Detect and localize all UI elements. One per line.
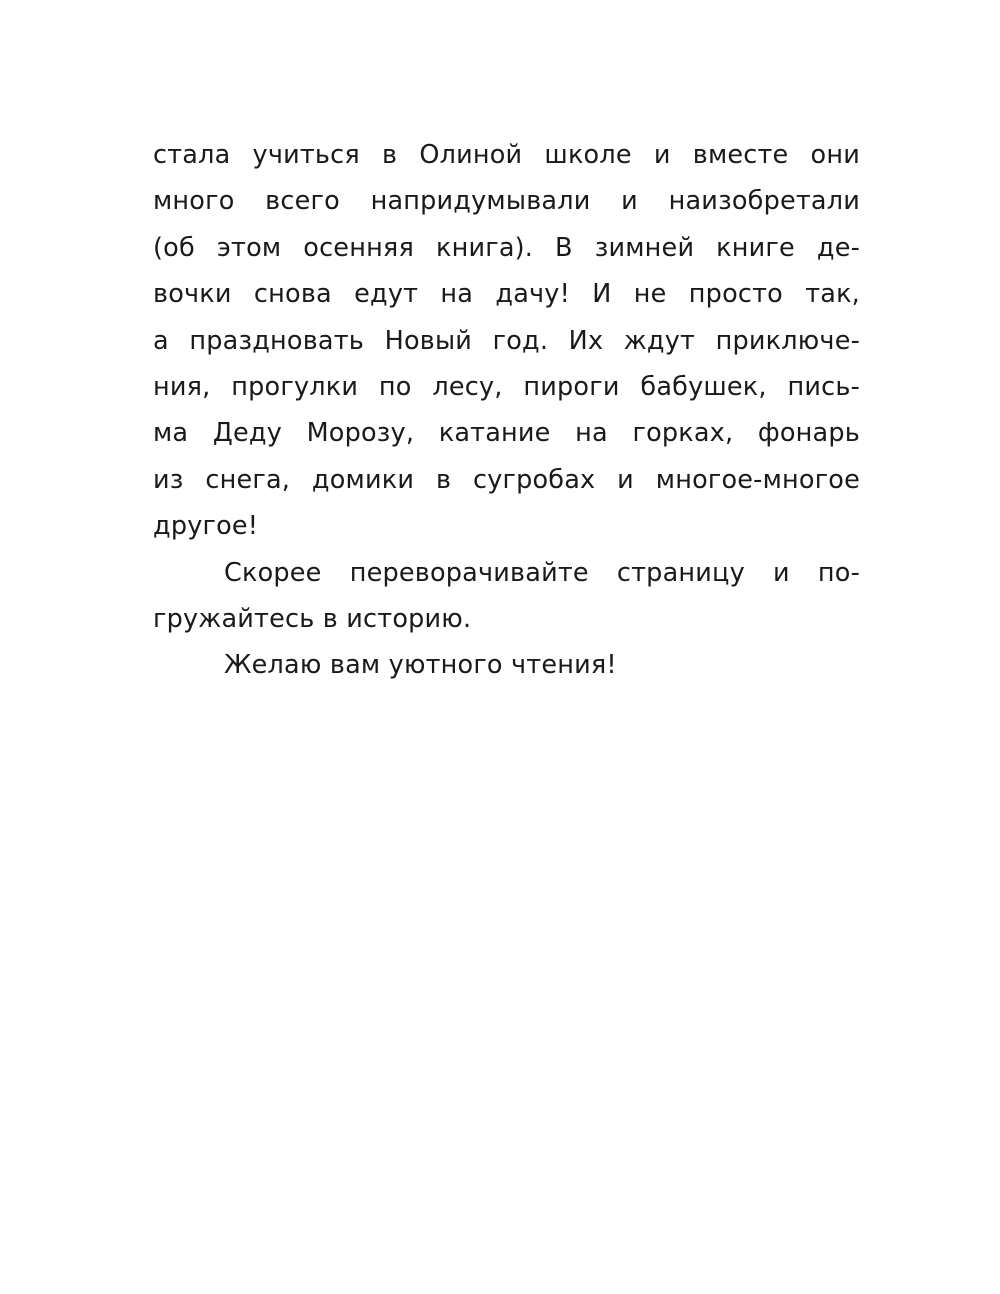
text-line: другое!	[153, 511, 259, 542]
text-line: а праздновать Новый год. Их ждут приключе-	[153, 325, 860, 356]
paragraph-closing-wish	[153, 642, 860, 688]
text-line: вочки снова едут на дачу! И не просто так,	[153, 279, 860, 310]
text-line: стала учиться в Олиной школе и вместе они	[153, 140, 860, 170]
text-line: гружайтесь в историю.	[153, 603, 472, 634]
body-text	[153, 132, 860, 689]
paragraph-story-summary	[153, 132, 860, 550]
text-line: много всего напридумывали и наизобретали	[153, 186, 860, 217]
paragraph-turn-page	[153, 550, 860, 643]
text-line: из снега, домики в сугробах и многое-многое	[153, 464, 860, 495]
text-line: Скорее переворачивайте страницу и по-	[224, 557, 860, 588]
text-line: Желаю вам уютного чтения!	[224, 650, 617, 681]
text-line: ния, прогулки по лесу, пироги бабушек, пись-	[153, 371, 860, 402]
text-line: (об этом осенняя книга). В зимней книге де-	[153, 232, 860, 263]
text-line: ма Деду Морозу, катание на горках, фонарь	[153, 418, 860, 449]
